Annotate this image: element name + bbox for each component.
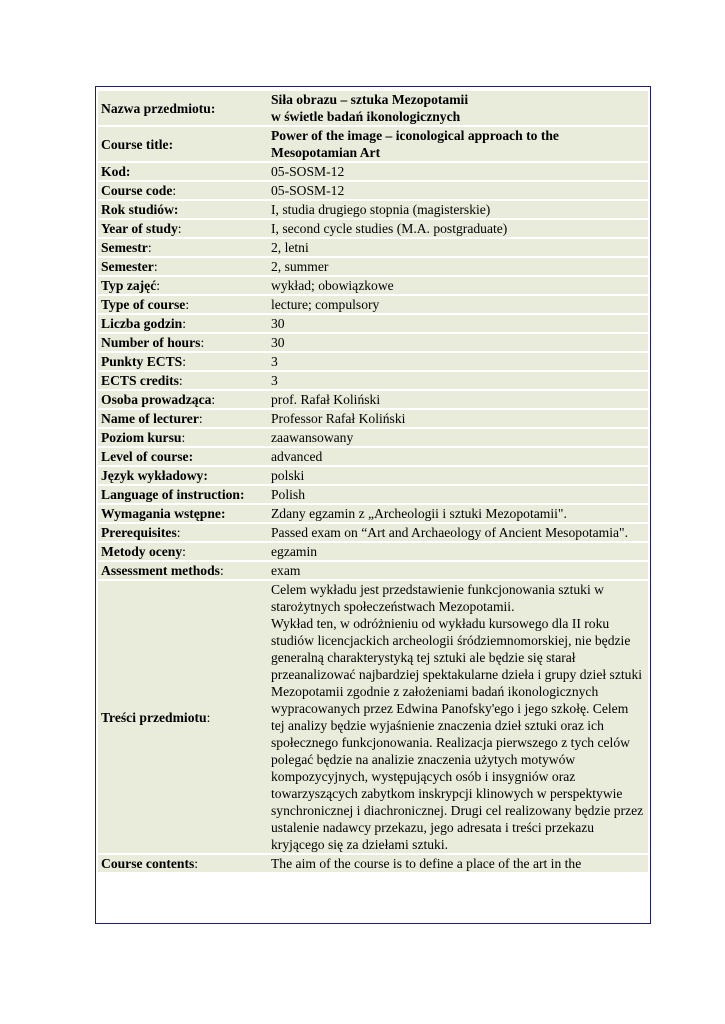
field-value: Power of the image – iconological approach to the Mesopotamian Art (267, 127, 648, 161)
field-label-suffix: : (200, 335, 205, 350)
field-label-suffix: : (182, 354, 186, 369)
field-label-suffix: : (147, 240, 152, 255)
contents-paragraph-2: Wykład ten, w odróżnieniu od wykładu kursowego dla II roku studiów licencjackich archeologii śródziemnomorskiej, nie będzie generalną charakterystyką tej sztuki ale będzie się starał przeanalizować najbardziej spektakularne dzieła i grupy dzieł sztuki Mezopotamii zgodnie z założeniami badań ikonologicznych wypracowanych przez Edwina Panofsky'ego i jego szkołę. Celem tej analizy będzie wyjaśnienie znaczenia dzieł sztuki oraz ich społecznego funkcjonowania. Realizacja pierwszego z tych celów polegać będzie na analizie znaczenia użytych motywów kompozycyjnych, występujących osób i insygniów oraz towarzyszących zabytkom inskrypcji klinowych w perspektywie synchronicznej i diachronicznej. Drugi cel realizowany będzie przez ustalenie nadawcy przekazu, jego adresata i treści przekazu kryjącego się za dziełami sztuki. (271, 616, 644, 852)
field-label (98, 163, 267, 180)
field-value: lecture; compulsory (267, 296, 648, 313)
table-row (98, 91, 648, 125)
field-label-suffix: : (194, 856, 199, 871)
field-value: egzamin (267, 543, 648, 560)
field-value: polski (267, 467, 648, 484)
field-label (98, 315, 267, 332)
field-label (98, 855, 267, 872)
table-row (98, 448, 648, 465)
contents-paragraph-1: Celem wykładu jest przedstawienie funkcjonowania sztuki w starożytnych społeczeństwach Mezopotamii. (271, 582, 604, 614)
table-row (98, 562, 648, 579)
field-value: 05-SOSM-12 (267, 163, 648, 180)
table-row (98, 524, 648, 541)
field-label-bold: Nazwa przedmiotu: (101, 100, 216, 116)
table-row (98, 127, 648, 161)
field-value: advanced (267, 448, 648, 465)
field-label (98, 372, 267, 389)
table-row-contents-pl (98, 581, 648, 853)
field-label (98, 391, 267, 408)
table-row (98, 353, 648, 370)
field-label-bold: Type of course (101, 297, 186, 312)
field-value: 2, summer (267, 258, 648, 275)
field-label-suffix: : (181, 430, 186, 445)
field-label-bold: Osoba prowadząca (101, 392, 212, 407)
field-label-bold: Semestr (101, 240, 148, 255)
field-label-bold: Number of hours (101, 335, 201, 350)
table-row (98, 467, 648, 484)
field-label (98, 410, 267, 427)
field-label-bold: Rok studiów: (101, 202, 179, 217)
table-row (98, 182, 648, 199)
table-body (98, 91, 648, 872)
field-label-bold: Language of instruction: (101, 487, 245, 502)
field-value: Passed exam on “Art and Archaeology of Ancient Mesopotamia". (267, 524, 648, 541)
field-label-suffix: : (198, 411, 203, 426)
table-row (98, 220, 648, 237)
field-label-suffix: : (153, 259, 158, 274)
field-label-bold: Course title: (101, 136, 174, 152)
field-label (98, 258, 267, 275)
field-label (98, 524, 267, 541)
field-label (98, 277, 267, 294)
field-value: 3 (267, 353, 648, 370)
field-label (98, 581, 267, 853)
field-label-bold: Level of course: (101, 449, 194, 464)
table-row (98, 258, 648, 275)
field-label-bold: Metody oceny (101, 544, 183, 559)
field-label-suffix: : (178, 373, 183, 388)
field-label (98, 220, 267, 237)
field-label-suffix: : (172, 183, 177, 198)
table-row (98, 505, 648, 522)
field-value: Polish (267, 486, 648, 503)
field-value: I, second cycle studies (M.A. postgraduate) (267, 220, 648, 237)
field-value: 3 (267, 372, 648, 389)
field-label (98, 127, 267, 161)
table-row (98, 410, 648, 427)
field-label-bold: Name of lecturer (101, 411, 199, 426)
field-label (98, 562, 267, 579)
field-label (98, 201, 267, 218)
field-label (98, 182, 267, 199)
table-row (98, 239, 648, 256)
field-label-suffix: : (219, 563, 224, 578)
field-value: exam (267, 562, 648, 579)
table-row (98, 296, 648, 313)
field-label (98, 467, 267, 484)
field-label-suffix: : (182, 544, 186, 559)
field-label-suffix: : (176, 525, 181, 540)
field-value: Professor Rafał Koliński (267, 410, 648, 427)
field-label (98, 429, 267, 446)
course-description-table (98, 89, 648, 874)
field-label-bold: Year of study (101, 221, 178, 236)
table-row (98, 486, 648, 503)
table-row (98, 429, 648, 446)
table-row (98, 391, 648, 408)
field-label-suffix: : (206, 709, 211, 725)
table-row (98, 543, 648, 560)
field-value: 05-SOSM-12 (267, 182, 648, 199)
field-value (267, 581, 648, 853)
field-label-bold: Semester (101, 259, 154, 274)
field-label (98, 543, 267, 560)
field-label-bold: Treści przedmiotu (101, 709, 207, 725)
table-row (98, 334, 648, 351)
field-label-bold: Course code (101, 183, 173, 198)
field-label (98, 91, 267, 125)
field-label (98, 448, 267, 465)
field-value: zaawansowany (267, 429, 648, 446)
field-label (98, 239, 267, 256)
table-row (98, 277, 648, 294)
field-label-suffix: : (156, 278, 161, 293)
field-label-suffix: : (211, 392, 216, 407)
field-label-bold: Course contents (101, 856, 195, 871)
field-label-suffix: : (182, 316, 186, 331)
field-label-bold: Kod: (101, 164, 131, 179)
field-label-bold: Liczba godzin (101, 316, 183, 331)
field-label (98, 353, 267, 370)
field-label-bold: Assessment methods (101, 563, 220, 578)
field-value: Zdany egzamin z „Archeologii i sztuki Mezopotamii". (267, 505, 648, 522)
table-row (98, 163, 648, 180)
field-label (98, 334, 267, 351)
field-value: 30 (267, 315, 648, 332)
field-label (98, 505, 267, 522)
field-value: prof. Rafał Koliński (267, 391, 648, 408)
field-label-suffix: : (185, 297, 190, 312)
field-label-bold: Typ zajęć (101, 278, 157, 293)
field-value: 30 (267, 334, 648, 351)
field-label-bold: Prerequisites (101, 525, 177, 540)
table-row (98, 372, 648, 389)
table-row-contents-en (98, 855, 648, 872)
field-value: wykład; obowiązkowe (267, 277, 648, 294)
field-label (98, 486, 267, 503)
field-value: Siła obrazu – sztuka Mezopotamii w świetle badań ikonologicznych (267, 91, 648, 125)
field-label-bold: Punkty ECTS (101, 354, 183, 369)
table-row (98, 315, 648, 332)
field-label-suffix: : (177, 221, 182, 236)
field-label-bold: Język wykładowy: (101, 468, 208, 483)
field-value: The aim of the course is to define a place of the art in the (267, 855, 648, 872)
table-row (98, 201, 648, 218)
field-label-bold: ECTS credits (101, 373, 179, 388)
field-value: I, studia drugiego stopnia (magisterskie) (267, 201, 648, 218)
field-label-bold: Wymagania wstępne: (101, 506, 226, 521)
field-label-bold: Poziom kursu (101, 430, 182, 445)
field-value: 2, letni (267, 239, 648, 256)
field-label (98, 296, 267, 313)
